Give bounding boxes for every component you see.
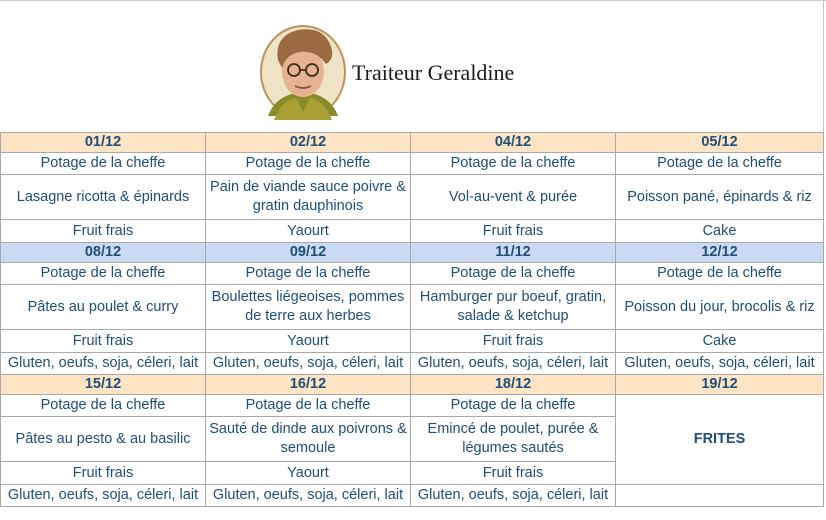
main-dish-cell: Emincé de poulet, purée & légumes sautés <box>411 417 616 462</box>
soup-cell: Potage de la cheffe <box>616 153 824 175</box>
chef-portrait-logo <box>256 20 350 122</box>
allergen-cell: Gluten, oeufs, soja, céleri, lait <box>206 353 411 375</box>
soup-cell: Potage de la cheffe <box>411 263 616 285</box>
allergen-cell: Gluten, oeufs, soja, céleri, lait <box>1 485 206 507</box>
soup-cell: Potage de la cheffe <box>411 395 616 417</box>
main-dish-cell: Poisson du jour, brocolis & riz <box>616 285 824 330</box>
soup-cell: Potage de la cheffe <box>206 263 411 285</box>
dessert-row <box>1 220 824 243</box>
allergen-row <box>1 485 824 507</box>
main-dish-cell: Boulettes liégeoises, pommes de terre aux herbes <box>206 285 411 330</box>
date-row <box>1 133 824 153</box>
soup-row <box>1 395 824 417</box>
menu-header <box>0 0 823 133</box>
allergen-cell: Gluten, oeufs, soja, céleri, lait <box>616 353 824 375</box>
allergen-cell: Gluten, oeufs, soja, céleri, lait <box>411 485 616 507</box>
weekly-menu-table <box>0 132 824 507</box>
main-dish-cell: Sauté de dinde aux poivrons & semoule <box>206 417 411 462</box>
dessert-cell: Fruit frais <box>411 330 616 353</box>
dessert-cell: Yaourt <box>206 462 411 485</box>
main-dish-row <box>1 175 824 220</box>
main-dish-cell: Pain de viande sauce poivre & gratin dauphinois <box>206 175 411 220</box>
dessert-cell: Cake <box>616 220 824 243</box>
date-cell: 05/12 <box>616 133 824 153</box>
soup-cell: Potage de la cheffe <box>206 153 411 175</box>
date-row <box>1 243 824 263</box>
main-dish-cell: Poisson pané, épinards & riz <box>616 175 824 220</box>
allergen-row <box>1 353 824 375</box>
date-cell: 11/12 <box>411 243 616 263</box>
special-dish-cell: FRITES <box>616 395 824 485</box>
date-cell: 12/12 <box>616 243 824 263</box>
soup-row <box>1 263 824 285</box>
main-dish-cell: Pâtes au poulet & curry <box>1 285 206 330</box>
date-cell: 01/12 <box>1 133 206 153</box>
dessert-cell: Fruit frais <box>411 220 616 243</box>
date-cell: 08/12 <box>1 243 206 263</box>
soup-cell: Potage de la cheffe <box>616 263 824 285</box>
main-dish-cell: Hamburger pur boeuf, gratin, salade & ketchup <box>411 285 616 330</box>
dessert-cell: Fruit frais <box>1 462 206 485</box>
main-dish-row <box>1 285 824 330</box>
date-cell: 18/12 <box>411 375 616 395</box>
soup-cell: Potage de la cheffe <box>1 395 206 417</box>
date-cell: 02/12 <box>206 133 411 153</box>
date-cell: 15/12 <box>1 375 206 395</box>
dessert-row <box>1 330 824 353</box>
date-cell: 19/12 <box>616 375 824 395</box>
soup-cell: Potage de la cheffe <box>1 263 206 285</box>
dessert-cell: Yaourt <box>206 220 411 243</box>
date-row <box>1 375 824 395</box>
allergen-cell: Gluten, oeufs, soja, céleri, lait <box>206 485 411 507</box>
soup-cell: Potage de la cheffe <box>206 395 411 417</box>
main-dish-cell: Lasagne ricotta & épinards <box>1 175 206 220</box>
main-dish-cell: Vol-au-vent & purée <box>411 175 616 220</box>
date-cell: 09/12 <box>206 243 411 263</box>
dessert-cell: Fruit frais <box>1 220 206 243</box>
soup-cell: Potage de la cheffe <box>1 153 206 175</box>
soup-row <box>1 153 824 175</box>
allergen-cell: Gluten, oeufs, soja, céleri, lait <box>411 353 616 375</box>
dessert-cell: Fruit frais <box>411 462 616 485</box>
soup-cell: Potage de la cheffe <box>411 153 616 175</box>
brand-title: Traiteur Geraldine <box>352 60 515 85</box>
dessert-cell: Fruit frais <box>1 330 206 353</box>
dessert-cell: Cake <box>616 330 824 353</box>
date-cell: 04/12 <box>411 133 616 153</box>
dessert-cell: Yaourt <box>206 330 411 353</box>
allergen-cell: Gluten, oeufs, soja, céleri, lait <box>1 353 206 375</box>
empty-cell <box>616 485 824 507</box>
date-cell: 16/12 <box>206 375 411 395</box>
main-dish-cell: Pâtes au pesto & au basilic <box>1 417 206 462</box>
